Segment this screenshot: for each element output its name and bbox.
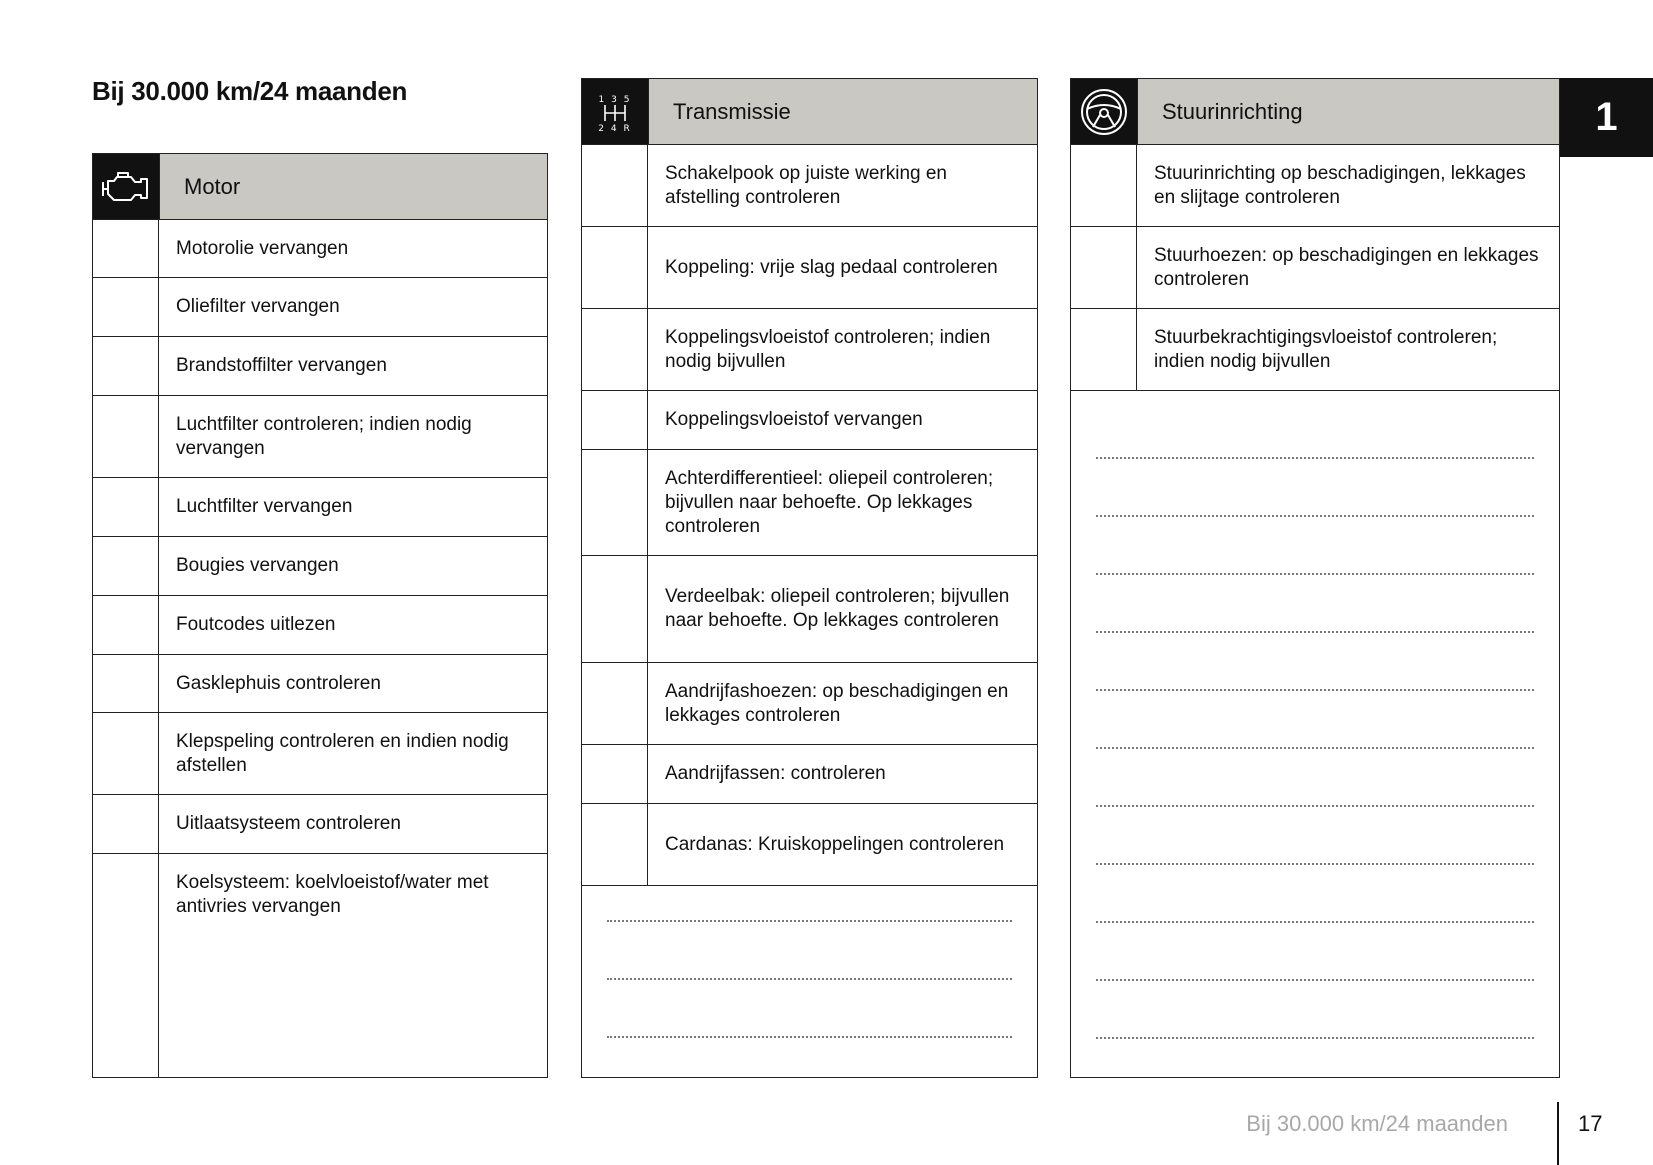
task-label: Koppelingsvloeistof vervangen	[665, 409, 923, 430]
checkbox[interactable]	[93, 713, 159, 794]
gear-label-top: 1 3 5	[598, 94, 632, 105]
note-line	[1096, 573, 1534, 575]
checkbox[interactable]	[582, 145, 648, 226]
task-label: Oliefilter vervangen	[176, 296, 340, 317]
footer-divider	[1557, 1102, 1559, 1165]
checkbox[interactable]	[582, 450, 648, 555]
checkbox[interactable]	[1071, 227, 1137, 308]
stuurinrichting-title: Stuurinrichting	[1137, 79, 1559, 144]
checklist-row	[582, 450, 1037, 556]
checkbox[interactable]	[93, 537, 159, 595]
checklist-row	[93, 537, 547, 596]
note-line	[1096, 457, 1534, 459]
task-label: Verdeelbak: oliepeil controleren; bijvullen naar behoefte. Op lekkages controleren	[665, 586, 1010, 631]
checkbox[interactable]	[93, 478, 159, 536]
stuurinrichting-checklist	[1070, 78, 1560, 1078]
checklist-row	[93, 655, 547, 713]
task-label: Koppelingsvloeistof controleren; indien nodig bijvullen	[665, 326, 991, 372]
task-label: Koppeling: vrije slag pedaal controleren	[665, 256, 998, 278]
checkbox[interactable]	[582, 745, 648, 803]
note-line	[1096, 1037, 1534, 1039]
notes-area[interactable]	[582, 886, 1037, 1077]
note-line	[607, 1036, 1012, 1038]
checklist-row	[93, 396, 547, 478]
task-label: Bougies vervangen	[176, 555, 339, 576]
task-label: Aandrijfashoezen: op beschadigingen en lekkages controleren	[665, 680, 1009, 726]
motor-checklist	[92, 153, 548, 1078]
gear-shift-icon	[582, 79, 648, 144]
motor-header	[93, 154, 547, 220]
engine-icon	[93, 154, 159, 219]
checklist-row	[1071, 145, 1559, 227]
footer-title: Bij 30.000 km/24 maanden	[1246, 1111, 1508, 1136]
checklist-row	[93, 795, 547, 854]
checkbox[interactable]	[582, 391, 648, 449]
task-label: Stuurhoezen: op beschadigingen en lekkages controleren	[1154, 244, 1539, 290]
task-label: Stuurinrichting op beschadigingen, lekkages en slijtage controleren	[1154, 162, 1526, 208]
page-number: 17	[1578, 1111, 1603, 1136]
checklist-row	[582, 745, 1037, 804]
note-line	[1096, 979, 1534, 981]
note-line	[607, 920, 1012, 922]
task-label: Cardanas: Kruiskoppelingen controleren	[665, 833, 1005, 855]
note-line	[1096, 747, 1534, 749]
task-label: Schakelpook op juiste werking en afstelling controleren	[665, 162, 948, 208]
checkbox[interactable]	[93, 396, 159, 477]
checklist-row	[582, 663, 1037, 745]
checkbox[interactable]	[93, 337, 159, 395]
checkbox[interactable]	[93, 854, 159, 1077]
checklist-row	[93, 713, 547, 795]
checkbox[interactable]	[582, 556, 648, 662]
checkbox[interactable]	[93, 795, 159, 853]
motor-title: Motor	[159, 154, 547, 219]
notes-area[interactable]	[1071, 391, 1559, 1077]
task-label: Brandstoffilter vervangen	[176, 355, 387, 376]
task-label: Foutcodes uitlezen	[176, 614, 336, 635]
checklist-row	[93, 278, 547, 337]
checklist-row	[1071, 227, 1559, 309]
checkbox[interactable]	[93, 655, 159, 712]
checkbox[interactable]	[582, 804, 648, 885]
task-label: Stuurbekrachtigingsvloeistof controleren; indien nodig bijvullen	[1154, 326, 1498, 372]
note-line	[1096, 515, 1534, 517]
checkbox[interactable]	[1071, 309, 1137, 390]
note-line	[1096, 863, 1534, 865]
gear-label-bottom: 2 4 R	[598, 123, 632, 133]
checklist-row	[93, 854, 547, 1077]
checklist-row	[582, 804, 1037, 886]
note-line	[1096, 805, 1534, 807]
checkbox[interactable]	[582, 663, 648, 744]
checklist-row	[93, 596, 547, 655]
task-label: Luchtfilter vervangen	[176, 496, 353, 517]
task-label: Luchtfilter controleren; indien nodig vervangen	[176, 413, 472, 459]
note-line	[1096, 921, 1534, 923]
checklist-row	[93, 220, 547, 278]
checklist-row	[582, 309, 1037, 391]
transmissie-title: Transmissie	[648, 79, 1037, 144]
checkbox[interactable]	[93, 278, 159, 336]
checkbox[interactable]	[1071, 145, 1137, 226]
checklist-row	[93, 478, 547, 537]
checklist-row	[582, 145, 1037, 227]
checkbox[interactable]	[582, 309, 648, 390]
checklist-row	[1071, 309, 1559, 391]
checkbox[interactable]	[93, 220, 159, 277]
transmissie-checklist	[581, 78, 1038, 1078]
checklist-row	[582, 556, 1037, 663]
task-label: Achterdifferentieel: oliepeil controleren; bijvullen naar behoefte. Op lekkages controleren	[665, 467, 994, 537]
task-label: Koelsysteem: koelvloeistof/water met antivries vervangen	[176, 872, 489, 917]
checklist-row	[582, 391, 1037, 450]
checkbox[interactable]	[582, 227, 648, 308]
task-label: Uitlaatsysteem controleren	[176, 813, 401, 834]
task-label: Klepspeling controleren en indien nodig afstellen	[176, 730, 509, 776]
stuurinrichting-header	[1071, 79, 1559, 145]
steering-wheel-icon	[1071, 79, 1137, 144]
task-label: Gasklephuis controleren	[176, 672, 381, 694]
task-label: Aandrijfassen: controleren	[665, 763, 886, 784]
note-line	[1096, 689, 1534, 691]
checklist-row	[93, 337, 547, 396]
section-tab: 1	[1560, 78, 1653, 157]
checklist-row	[582, 227, 1037, 309]
page-title: Bij 30.000 km/24 maanden	[92, 76, 408, 106]
task-label: Motorolie vervangen	[176, 237, 349, 259]
note-line	[607, 978, 1012, 980]
checkbox[interactable]	[93, 596, 159, 654]
note-line	[1096, 631, 1534, 633]
transmissie-header	[582, 79, 1037, 145]
